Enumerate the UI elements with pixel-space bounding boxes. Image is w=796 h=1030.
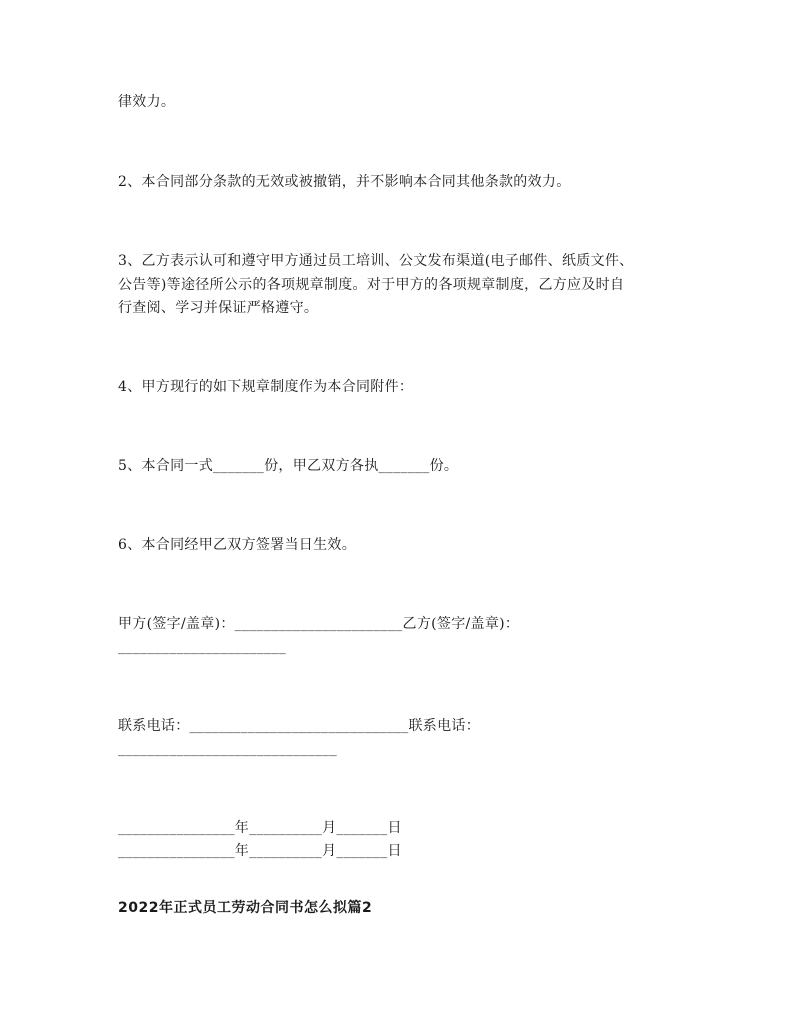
clause-6: 6、本合同经甲乙双方签署当日生效。 (118, 537, 357, 553)
clause-3-line-1: 3、乙方表示认可和遵守甲方通过员工培训、公文发布渠道(电子邮件、纸质文件、 (118, 253, 634, 269)
date-line-2: ________________年__________月_______日 (118, 843, 402, 859)
clause-5: 5、本合同一式_______份，甲乙双方各执_______份。 (118, 458, 459, 474)
clause-4: 4、甲方现行的如下规章制度作为本合同附件： (118, 379, 414, 395)
clause-2: 2、本合同部分条款的无效或被撤销，并不影响本合同其他条款的效力。 (118, 174, 571, 190)
signature-line-party-b-blank: _______________________ (118, 639, 286, 655)
clause-3-line-3: 行查阅、学习并保证严格遵守。 (118, 300, 319, 316)
date-line-1: ________________年__________月_______日 (118, 820, 402, 836)
paragraph-line: 律效力。 (118, 94, 176, 110)
contact-phone-line: 联系电话：______________________________联系电话： (118, 718, 480, 734)
contact-phone-blank: ______________________________ (118, 741, 337, 757)
clause-3-line-2: 公告等)等途径所公示的各项规章制度。对于甲方的各项规章制度，乙方应及时自 (118, 277, 625, 293)
signature-line-party-a-b: 甲方(签字/盖章)：_______________________乙方(签字/盖章)： (118, 616, 520, 632)
section-heading: 2022年正式员工劳动合同书怎么拟篇2 (118, 900, 373, 916)
